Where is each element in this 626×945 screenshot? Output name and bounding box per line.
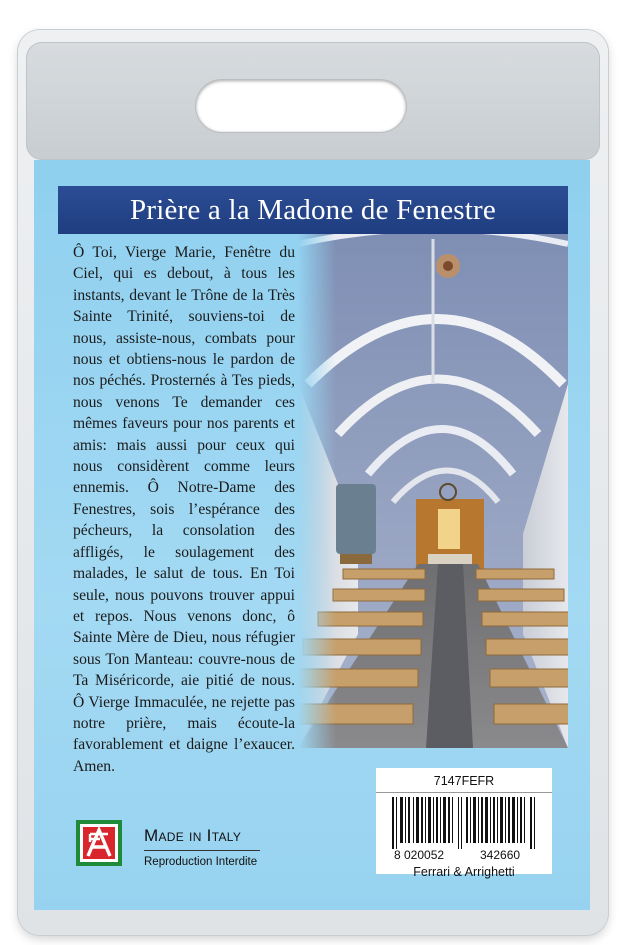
hang-hole [196,80,406,132]
product-code: 7147FEFR [433,774,495,788]
barcode-label [376,768,552,879]
title-banner [58,186,568,234]
church-interior-photo [298,234,568,748]
barcode-number-right: 342660 [480,848,521,862]
reproduction-notice: Reproduction Interdite [144,856,258,868]
brand-logo [76,820,122,866]
manufacturer-name: Ferrari & Arrighetti [413,865,515,879]
barcode-number-left: 8 020052 [394,848,445,862]
made-in-divider [144,850,260,851]
prayer-text: Ô Toi, Vierge Marie, Fenêtre du Ciel, qui es debout, à tous les instants, devant le Trône de la Très Sainte Trinité, souviens-toi de nous, assiste-nous, combats pour nous et obtiens-nous le pardon de nos péchés. Prosternés à Tes pieds, nous venons Te demander ces mêmes faveurs pour nos parents et amis: mais aussi pour ceux qui nous considèrent comme leurs ennemis. Ô Notre-Dame des Fenestres, sois l’espérance des pécheurs, la consolation des affligés, le soulagement des malades, le salut de tous. En Toi seule, nous pouvons trouver appui et repos. Nous venons donc, ô Sainte Mère de Dieu, nous réfugier sous Ton Manteau: couvre-nous de Ta Miséricorde, aie pitié de nous. Ô Vierge Immaculée, ne rejette pas notre prière, mais écoute-la favorablement et daigne l’exaucer. Amen. [73,244,295,775]
label-divider [376,792,552,793]
made-in-italy: Made in Italy [144,826,242,845]
barcode [392,797,536,849]
card-title: Prière a la Madone de Fenestre [130,193,496,226]
